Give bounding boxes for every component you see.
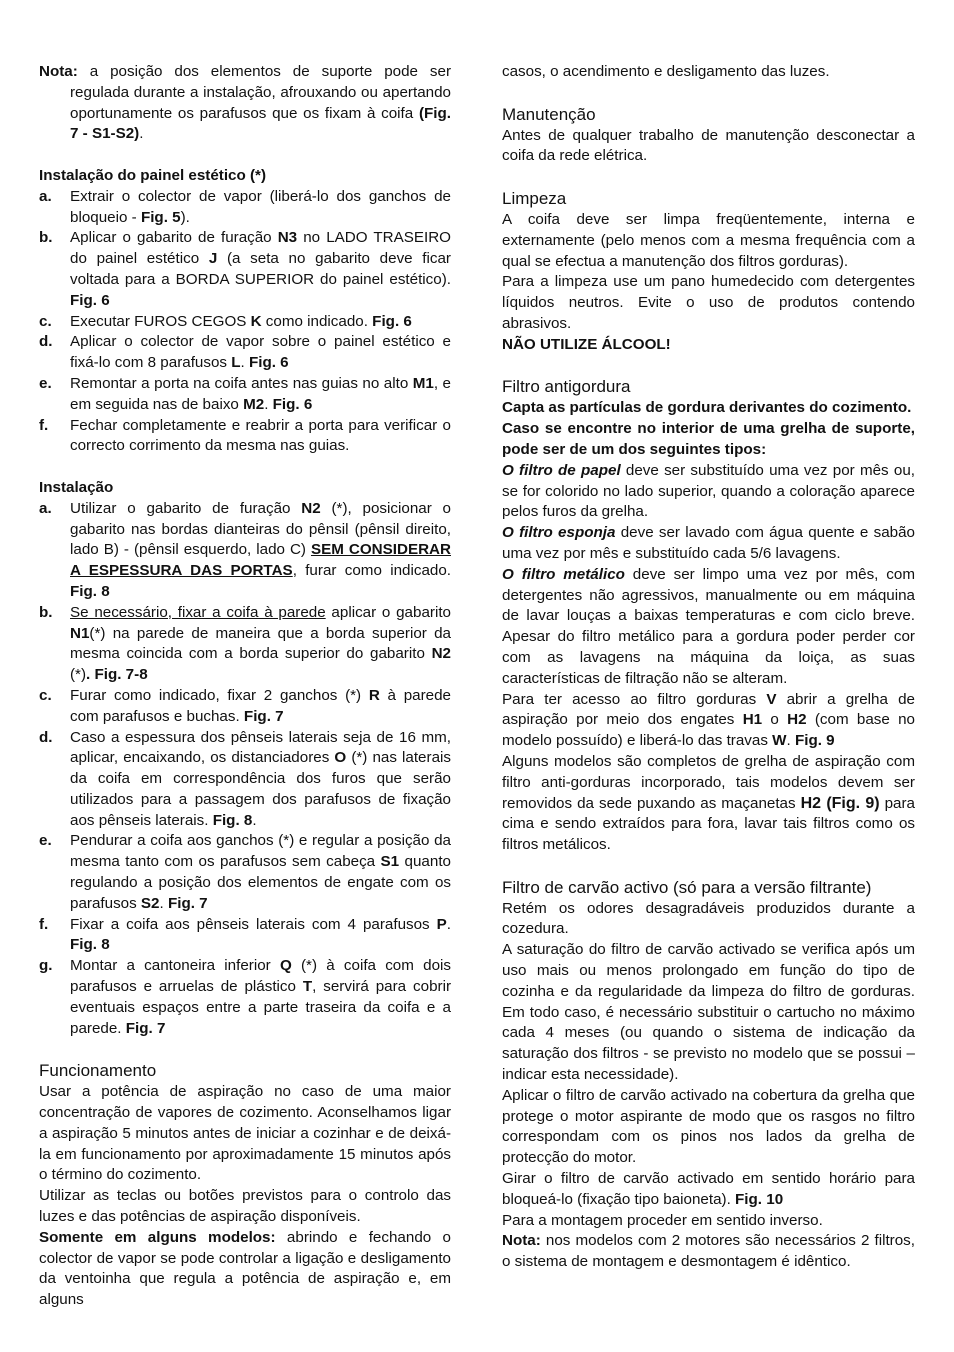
spacer <box>502 83 915 104</box>
text-run: deve ser lavado com água quente e sabão uma vez por mês e substituído cada 5/6 lavagens. <box>502 524 915 562</box>
paragraph <box>502 461 915 523</box>
figure-ref: Fig. 6 <box>272 395 313 413</box>
spacer <box>502 167 915 188</box>
section-heading-panel: Instalação do painel estético (*) <box>39 166 267 184</box>
list-text <box>70 499 451 603</box>
support-note <box>39 62 451 145</box>
underlined-text: Se necessário, fixar a coifa à parede <box>70 603 326 621</box>
text-run: . <box>446 915 451 933</box>
part-code: O <box>334 749 347 767</box>
list-text <box>70 374 451 416</box>
figure-ref: Fig. 7 <box>243 707 284 725</box>
list-item <box>39 187 451 229</box>
text-run: Aplicar o colector de vapor sobre o painel estético e fixá-lo com 8 parafusos <box>70 333 451 372</box>
list-marker: b. <box>39 229 53 247</box>
text-run: (a seta no gabarito deve ficar voltada para a BORDA SUPERIOR do painel estético). <box>70 250 451 288</box>
text-run: , servirá para cobrir eventuais espaços entre a parte traseira da coifa e a parede. <box>70 978 451 1037</box>
panel-steps-list <box>39 187 451 457</box>
section-heading-filtro-carvao: Filtro de carvão activo (só para a versão filtrante) <box>502 877 872 897</box>
text-run: Furar como indicado, fixar 2 ganchos (*) <box>70 686 369 704</box>
text-run: (com base no modelo possuído) e liberá-lo das travas <box>502 711 915 750</box>
paragraph: Utilizar as teclas ou botões previstos para o controlo das luzes e das potências de aspiração disponíveis. <box>39 1187 451 1226</box>
text-run: aplicar o gabarito <box>325 603 451 621</box>
warning-text: NÃO UTILIZE ÁLCOOL! <box>502 335 671 353</box>
text-run: à parede com parafusos e buchas. <box>70 686 451 725</box>
figure-ref: Fig. 7 <box>167 894 208 912</box>
text-run: Extrair o colector de vapor (liberá-lo dos ganchos de bloqueio - <box>70 187 451 226</box>
spacer <box>39 145 451 166</box>
spacer <box>502 356 915 377</box>
paragraph <box>502 523 915 565</box>
part-code: W <box>772 732 787 750</box>
paragraph: Antes de qualquer trabalho de manutenção desconectar a coifa da rede elétrica. <box>502 126 915 165</box>
text-run: . <box>252 811 257 829</box>
list-marker: g. <box>39 957 53 975</box>
paragraph: Aplicar o filtro de carvão activado na cobertura da grelha que protege o motor aspirante de modo que os rasgos no filtro correspondam com os pinos nos lados da grelha de protecção do motor. <box>502 1086 915 1167</box>
paragraph <box>39 1228 451 1311</box>
figure-ref: Fig. 6 <box>70 291 110 309</box>
text-run: (*) nas laterais da coifa em correspondência dos furos que serão utilizados para a passagem dos parafusos de fixação aos pênseis laterais. <box>70 749 451 829</box>
list-marker: e. <box>39 832 52 850</box>
emphasis-text: SEM CONSIDERAR A ESPESSURA DAS PORTAS <box>70 541 451 580</box>
paragraph <box>502 690 915 752</box>
list-item <box>39 686 451 728</box>
list-marker: f. <box>39 915 49 933</box>
part-code: Q <box>279 957 292 975</box>
list-text <box>70 915 451 957</box>
part-code: S2 <box>140 894 160 912</box>
text-run: Executar FUROS CEGOS <box>70 312 251 330</box>
text-run: . <box>264 395 273 413</box>
text-run: nos modelos com 2 motores são necessários 2 filtros, o sistema de montagem e desmontagem é idêntico. <box>502 1232 915 1271</box>
text-run: Girar o filtro de carvão activado em sentido horário para bloqueá-lo (fixação tipo baioneta). <box>502 1170 915 1208</box>
text-run: ). <box>180 208 190 226</box>
inline-label: Somente em alguns modelos: <box>39 1228 276 1246</box>
part-code: M1 <box>412 374 434 392</box>
paragraph: Caso se encontre no interior de uma grelha de suporte, pode ser de um dos seguintes tipos: <box>502 420 915 458</box>
list-text <box>70 728 451 832</box>
text-run: Fixar a coifa aos pênseis laterais com 4 parafusos <box>70 915 437 933</box>
note-text: a posição dos elementos de suporte pode ser regulada durante a instalação, afrouxando ou apertando oportunamente os parafusos que os fixam à coifa <box>70 63 451 122</box>
text-run: para cima e sendo extraídos para fora, lavar tais filtros como os filtros metálicos. <box>502 794 915 854</box>
list-text <box>70 831 451 914</box>
text-run: Alguns modelos são completos de grelha de aspiração com filtro anti-gorduras incorporado, tais modelos devem ser removidos da sede puxando as maçanetas <box>502 752 915 812</box>
part-code: M2 <box>243 395 265 413</box>
list-marker: b. <box>39 603 53 621</box>
paragraph: A coifa deve ser limpa freqüentemente, interna e externamente (pelo menos com a mesma frequência com a qual se efectua a manutenção dos filtros gorduras). <box>502 210 915 270</box>
paragraph <box>502 565 915 690</box>
paragraph <box>502 1169 915 1211</box>
text-run: . <box>240 354 249 372</box>
text-run: , furar como indicado. <box>292 562 451 580</box>
list-item <box>39 332 451 374</box>
spacer <box>502 856 915 877</box>
paragraph: Capta as partículas de gordura derivantes do cozimento. <box>502 399 912 417</box>
text-run: como indicado. <box>261 312 373 330</box>
part-code: N2 <box>301 499 321 517</box>
list-marker: c. <box>39 686 52 704</box>
part-code: H1 <box>742 711 763 729</box>
paragraph <box>502 1231 915 1273</box>
part-code: N2 <box>431 645 451 663</box>
figure-ref: Fig. 5 <box>140 208 181 226</box>
list-text <box>70 956 451 1039</box>
figure-ref: Fig. 10 <box>735 1190 784 1208</box>
text-run: Montar a cantoneira inferior <box>70 957 280 975</box>
text-run: Para ter acesso ao filtro gorduras <box>502 690 767 708</box>
list-item <box>39 416 451 458</box>
part-code: V <box>766 690 777 708</box>
paragraph: A saturação do filtro de carvão activado se verifica após um uso mais ou menos prolongado em função do tipo de cozinha e da regularidade da limpeza do filtro de gorduras. Em todo caso, é necessário substituir o cartucho no máximo cada 4 meses (ou quando o sistema de indicação da saturação dos filtros - se previsto no modelo que se possui – indicar esta necessidade). <box>502 941 915 1084</box>
part-code: N1 <box>70 624 90 642</box>
note-figure-ref: (Fig. 7 - S1-S2) <box>70 104 451 143</box>
note-label: Nota: <box>39 63 78 80</box>
list-marker: d. <box>39 728 53 746</box>
text-run: . <box>786 732 795 750</box>
list-text <box>70 603 451 686</box>
list-item <box>39 915 451 957</box>
text-run: Utilizar o gabarito de furação <box>70 499 302 517</box>
list-marker: a. <box>39 499 52 517</box>
figure-ref: Fig. 8 <box>70 582 110 600</box>
paragraph: Para a montagem proceder em sentido inverso. <box>502 1211 823 1229</box>
list-text <box>70 228 451 311</box>
list-text <box>70 332 451 374</box>
part-code: P <box>436 915 447 933</box>
text-run: . <box>159 894 168 912</box>
list-text <box>70 312 451 333</box>
paragraph: Retém os odores desagradáveis produzidos durante a cozedura. <box>502 899 915 938</box>
list-text <box>70 187 451 229</box>
inline-label: O filtro esponja <box>502 524 616 542</box>
list-item <box>39 228 451 311</box>
text-run: deve ser limpo uma vez por mês, com detergentes não agressivos, manualmente ou em máquina de lavar louças a baixas temperaturas e com ciclo breve. Apesar do filtro metálico para a gordura poder perder cor com as lavagens na máquina da loiça, as suas características de filtração não se alteram. <box>502 565 915 687</box>
part-code: N3 <box>277 229 298 247</box>
list-marker: f. <box>39 416 49 434</box>
list-text <box>70 416 451 458</box>
text-run: abrindo e fechando o colector de vapor se pode controlar a ligação e desligamento da ventoinha que regula a potência de aspiração e, em alguns <box>39 1228 451 1309</box>
text-run: Fechar completamente e reabrir a porta para verificar o correcto corrimento da mesma nas guias. <box>70 416 451 455</box>
text-run: (*) à coifa com dois parafusos e arruelas de plástico <box>70 957 451 996</box>
list-marker: d. <box>39 333 53 351</box>
figure-ref: Fig. 9 <box>794 732 835 750</box>
figure-ref: Fig. 8 <box>212 811 253 829</box>
list-item <box>39 499 451 603</box>
figure-ref: Fig. 8 <box>70 936 110 954</box>
list-text <box>70 686 451 728</box>
text-run: abrir a grelha de aspiração por meio dos engates <box>502 690 915 729</box>
paragraph: Usar a potência de aspiração no caso de uma maior concentração de vapores de cozimento. Aconselhamos ligar a aspiração 5 minutos antes de iniciar a cozinhar e de deixá-la em funcionamento por aproximadamente 15 minutos após o término do cozimento. <box>39 1083 451 1184</box>
paragraph <box>502 752 915 856</box>
section-heading-filtro-antigordura: Filtro antigordura <box>502 377 631 397</box>
list-marker: e. <box>39 374 52 392</box>
part-code: J <box>208 250 218 268</box>
text-run: Pendurar a coifa aos ganchos (*) e regular a posição da mesma tanto com os parafusos sem cabeça <box>70 832 451 871</box>
section-heading-manutencao: Manutenção <box>502 104 596 124</box>
text-run: (*) <box>70 666 87 684</box>
part-code: H2 <box>787 711 807 729</box>
part-code: K <box>250 312 262 330</box>
section-heading-funcionamento: Funcionamento <box>39 1061 157 1081</box>
text-run: Aplicar o gabarito de furação <box>70 229 278 247</box>
inline-label: O filtro metálico <box>502 565 625 583</box>
part-code: S1 <box>380 853 400 871</box>
figure-ref: Fig. 7 <box>125 1019 166 1037</box>
list-item <box>39 603 451 686</box>
list-item <box>39 956 451 1039</box>
text-run: (*) na parede de maneira que a borda superior da mesma coincida com a borda superior do gabarito <box>70 624 451 663</box>
spacer <box>39 457 451 478</box>
right-column <box>502 62 915 1273</box>
part-code: L <box>231 354 241 372</box>
section-heading-install: Instalação <box>39 478 114 496</box>
paragraph-continuation: casos, o acendimento e desligamento das luzes. <box>502 63 830 80</box>
text-run: (*), posicionar o gabarito nas bordas dianteiras do pênsil (pênsil direito, lado B) - (pênsil esquerdo, lado C) <box>70 499 452 559</box>
figure-ref: . Fig. 7-8 <box>86 666 148 684</box>
text-run: o <box>762 711 788 729</box>
text-run: no LADO TRASEIRO do painel estético <box>70 229 451 268</box>
note-end: . <box>139 125 144 143</box>
inline-label: O filtro de papel <box>502 461 621 479</box>
text-run: Remontar a porta na coifa antes nas guias no alto <box>70 374 413 392</box>
figure-ref: Fig. 6 <box>248 354 289 372</box>
section-heading-limpeza: Limpeza <box>502 188 567 208</box>
text-run: Caso a espessura dos pênseis laterais seja de 16 mm, aplicar, encaixando, os distanciadores <box>70 728 451 767</box>
part-code: H2 (Fig. 9) <box>800 794 880 812</box>
list-marker: c. <box>39 312 52 330</box>
list-item <box>39 728 451 832</box>
text-run: deve ser substituído uma vez por mês ou, se for colorido no lado superior, quando a coloração aparece pelos furos da grelha. <box>502 461 915 521</box>
list-item <box>39 374 451 416</box>
text-run: , e em seguida nas de baixo <box>70 374 451 413</box>
spacer <box>39 1039 451 1060</box>
list-item <box>39 831 451 914</box>
list-marker: a. <box>39 187 52 205</box>
text-run: quanto regulando a posição dos elementos de engate com os parafusos <box>70 853 451 912</box>
install-steps-list <box>39 499 451 1040</box>
list-item <box>39 312 451 333</box>
left-column <box>39 62 451 1311</box>
paragraph: Para a limpeza use um pano humedecido com detergentes líquidos neutros. Evite o uso de produtos contendo abrasivos. <box>502 273 915 332</box>
part-code: T <box>302 978 313 996</box>
inline-label: Nota: <box>502 1232 541 1250</box>
part-code: R <box>368 686 380 704</box>
figure-ref: Fig. 6 <box>372 312 412 330</box>
